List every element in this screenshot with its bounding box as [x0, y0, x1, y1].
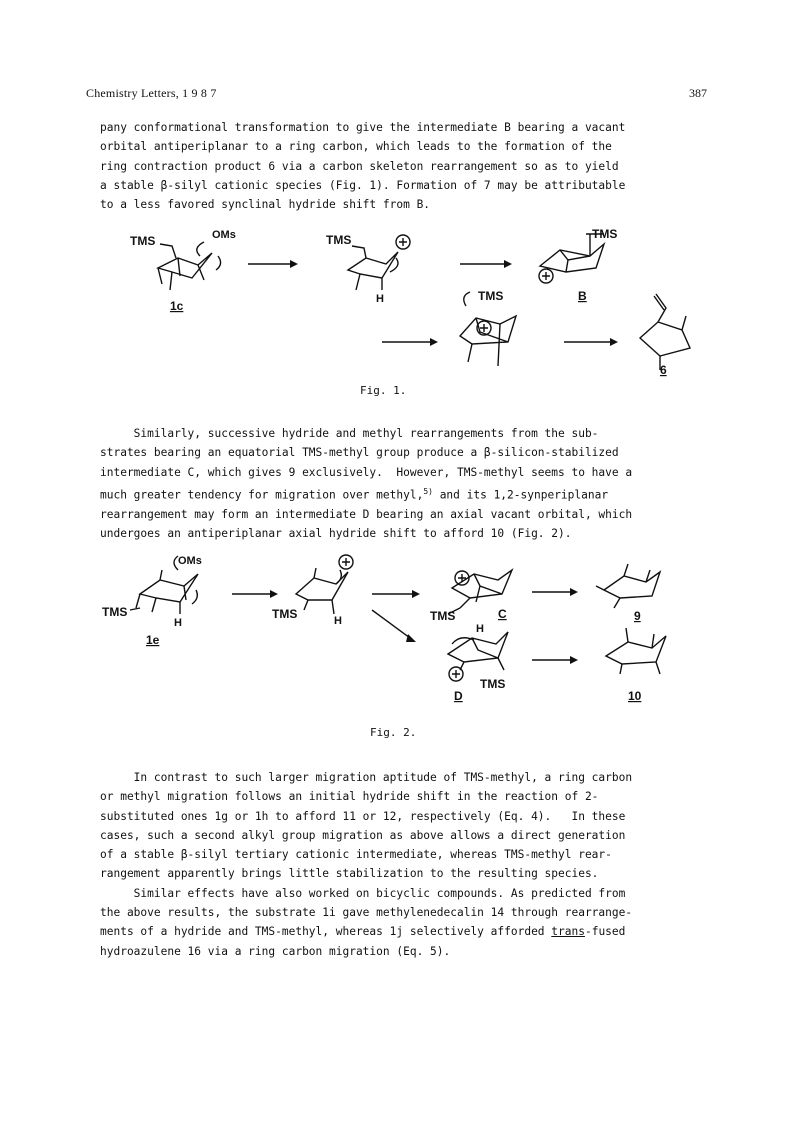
- text-line: or methyl migration follows an initial hydride shift in the reaction of 2-: [100, 790, 599, 804]
- fig2-tms-label: TMS: [102, 605, 128, 619]
- paragraph-2: [100, 424, 706, 544]
- fig2-h-label: H: [334, 615, 342, 627]
- fig2-tms-label: TMS: [430, 609, 456, 623]
- journal-header: Chemistry Letters, 1 9 8 7: [86, 86, 217, 100]
- text-line: cases, such a second alkyl group migration as above allows a direct generation: [100, 828, 626, 842]
- text-segment: much greater tendency for migration over methyl,: [100, 488, 424, 502]
- reference-marker: 5): [423, 486, 433, 496]
- text-line: a stable β-silyl cationic species (Fig. 1). Formation of 7 may be attributable: [100, 178, 626, 192]
- text-line: [100, 482, 706, 505]
- text-segment: and its 1,2-synperiplanar: [432, 488, 609, 502]
- text-line: pany conformational transformation to give the intermediate B bearing a vacant: [100, 121, 626, 134]
- fig1-tms-label: TMS: [130, 234, 156, 248]
- text-line: rangement apparently brings little stabilization to the resulting species.: [100, 867, 599, 881]
- fig2-intermediate-d: D: [454, 689, 463, 703]
- fig2-h-label: H: [174, 617, 182, 629]
- fig1-tms-label: TMS: [592, 227, 618, 241]
- underlined-term: trans: [551, 925, 585, 939]
- fig2-tms-label: TMS: [480, 677, 506, 691]
- text-line: substituted ones 1g or 1h to afford 11 or 12, respectively (Eq. 4). In these: [100, 809, 626, 823]
- fig2-product-10: 10: [628, 689, 642, 703]
- figure-2: [100, 548, 700, 728]
- text-segment: ments of a hydride and TMS-methyl, whereas 1j selectively afforded: [100, 925, 552, 939]
- text-segment: -fused: [584, 925, 626, 939]
- fig2-oms-label: OMs: [178, 555, 202, 567]
- fig2-intermediate-c: C: [498, 607, 507, 621]
- paragraph-1: [100, 118, 706, 214]
- page-number: 387: [689, 86, 707, 100]
- text-line: intermediate C, which gives 9 exclusively. However, TMS-methyl seems to have a: [100, 465, 633, 479]
- fig1-oms-label: OMs: [212, 229, 236, 241]
- text-line: to a less favored synclinal hydride shift from B.: [100, 198, 431, 212]
- fig1-tms-label: TMS: [326, 233, 352, 247]
- text-line: In contrast to such larger migration aptitude of TMS-methyl, a ring carbon: [100, 771, 633, 784]
- fig1-product-6: 6: [660, 363, 667, 377]
- fig2-h-label: H: [476, 623, 484, 635]
- fig1-intermediate-b: B: [578, 289, 587, 303]
- fig2-tms-label: TMS: [272, 607, 298, 621]
- text-line: ring contraction product 6 via a carbon skeleton rearrangement so as to yield: [100, 159, 619, 173]
- paragraph-3: [100, 768, 706, 961]
- fig1-tms-label: TMS: [478, 289, 504, 303]
- fig2-product-9: 9: [634, 609, 641, 623]
- text-line: Similarly, successive hydride and methyl rearrangements from the sub-: [100, 427, 599, 440]
- text-line: Similar effects have also worked on bicyclic compounds. As predicted from: [100, 886, 626, 900]
- fig1-compound-1c: 1c: [170, 299, 184, 313]
- fig1-h-label: H: [376, 293, 384, 305]
- figure-1-caption: Fig. 1.: [360, 384, 407, 397]
- figure-2-caption: Fig. 2.: [370, 726, 417, 739]
- text-line: rearrangement may form an intermediate D bearing an axial vacant orbital, which: [100, 507, 633, 521]
- text-line: undergoes an antiperiplanar axial hydride shift to afford 10 (Fig. 2).: [100, 527, 572, 541]
- text-line: of a stable β-silyl tertiary cationic intermediate, whereas TMS-methyl rear-: [100, 848, 612, 862]
- text-line: the above results, the substrate 1i gave methylenedecalin 14 through rearrange-: [100, 906, 633, 920]
- text-line: strates bearing an equatorial TMS-methyl group produce a β-silicon-stabilized: [100, 446, 619, 460]
- fig2-compound-1e: 1e: [146, 633, 160, 647]
- text-line: [100, 922, 706, 941]
- text-line: orbital antiperiplanar to a ring carbon, which leads to the formation of the: [100, 140, 612, 154]
- text-line: hydroazulene 16 via a ring carbon migration (Eq. 5).: [100, 944, 451, 958]
- figure-1: [120, 220, 700, 380]
